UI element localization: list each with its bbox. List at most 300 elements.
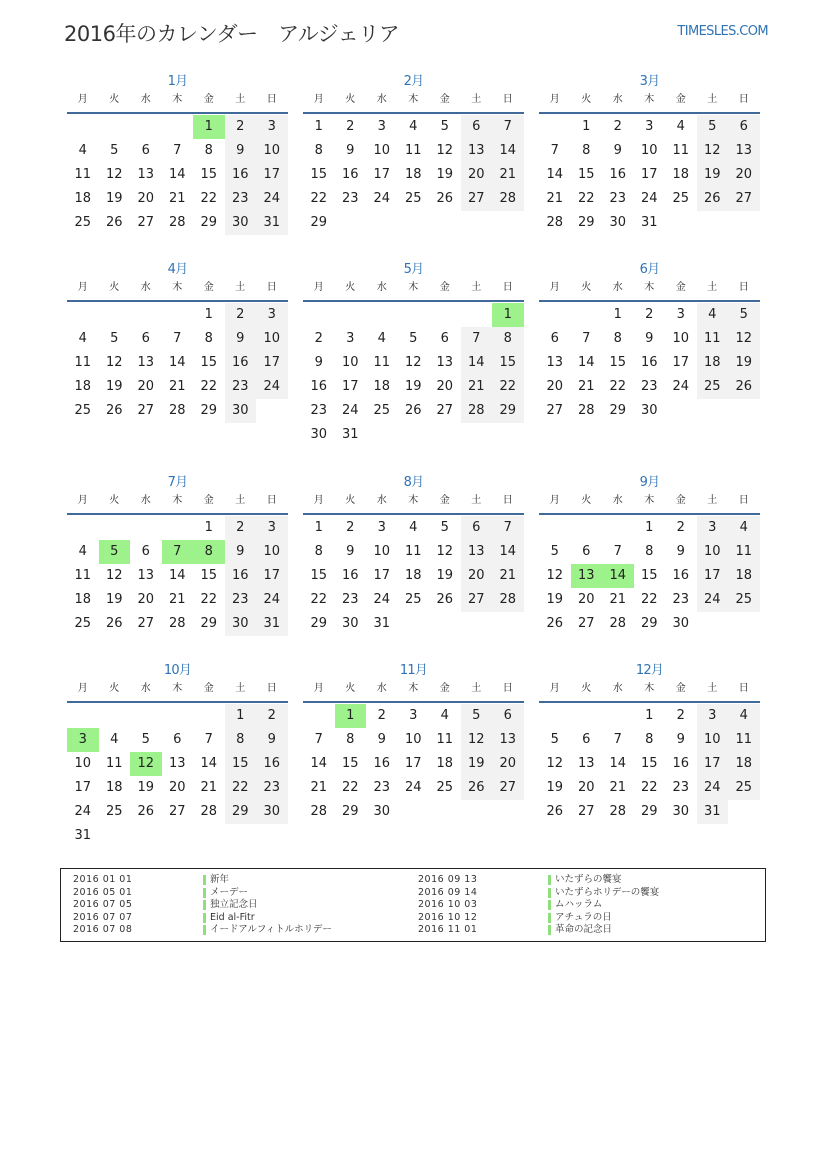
weekday-header [303,680,524,703]
day-cell: 4 [110,732,119,747]
day-cell: 22 [609,379,627,394]
holiday-marker-bar [548,900,551,910]
day-cell: 26 [404,403,422,418]
empty-cell [571,303,603,327]
empty-cell [602,516,634,540]
day-cell: 28 [546,215,564,230]
day-cell: 1 [613,307,622,322]
day-cell: 9 [613,143,622,158]
day-cell: 16 [310,379,328,394]
day-cell: 23 [373,780,391,795]
day-cell: 27 [461,187,493,211]
weekday-label: 日 [266,683,277,694]
weekday-header [539,279,760,302]
day-grid [67,303,288,423]
day-cell: 22 [640,592,658,607]
weekday-header [539,91,760,114]
day-cell: 20 [461,163,493,187]
day-cell: 28 [168,403,186,418]
day-cell: 5 [550,544,559,559]
day-cell: 8 [645,732,654,747]
day-cell: 14 [461,351,493,375]
day-cell: 7 [204,732,213,747]
day-cell: 29 [341,804,359,819]
weekday-header [67,91,288,114]
day-cell: 4 [409,520,418,535]
weekday-header [67,492,288,515]
weekday-header [539,680,760,703]
day-cell: 15 [310,568,328,583]
holiday-name: いたずらの饗宴 [555,874,622,885]
day-cell: 18 [74,191,92,206]
weekday-header [303,279,524,302]
weekday-label: 日 [738,495,749,506]
day-cell: 29 [310,616,328,631]
day-cell: 13 [546,355,564,370]
weekday-label: 火 [581,495,592,506]
weekday-label: 水 [376,683,387,694]
day-cell: 10 [74,756,92,771]
day-cell: 24 [256,588,288,612]
day-cell: 31 [341,427,359,442]
weekday-label: 木 [644,282,655,293]
day-cell: 24 [256,375,288,399]
empty-cell [602,704,634,728]
day-cell: 8 [314,143,323,158]
day-cell: 27 [137,616,155,631]
day-cell: 21 [577,379,595,394]
day-cell: 11 [105,756,123,771]
weekday-label: 金 [675,683,686,694]
empty-cell [99,115,131,139]
day-cell: 15 [200,568,218,583]
day-cell: 1 [582,119,591,134]
holiday-marker-bar [203,925,206,935]
day-cell: 14 [577,355,595,370]
holiday-name: ムハッラム [555,899,603,910]
day-cell: 2 [225,115,257,139]
day-cell: 9 [225,139,257,163]
day-cell: 14 [310,756,328,771]
day-cell: 16 [341,167,359,182]
day-cell: 31 [640,215,658,230]
day-cell: 10 [256,139,288,163]
weekday-label: 木 [172,495,183,506]
page-title: 2016年のカレンダー アルジェリア [64,22,400,46]
day-cell: 23 [609,191,627,206]
month-block [303,475,524,636]
day-cell: 7 [173,331,182,346]
empty-cell [461,303,493,327]
weekday-label: 月 [549,495,560,506]
empty-cell [303,704,335,728]
weekday-label: 土 [471,495,482,506]
holiday-name: イードアルフィトルホリデー [210,924,332,935]
weekday-label: 日 [502,683,513,694]
day-cell: 12 [461,728,493,752]
day-cell: 31 [74,828,92,843]
holiday-date: 2016 05 01 [73,886,133,898]
day-cell: 13 [461,139,493,163]
day-cell: 31 [256,211,288,235]
weekday-label: 金 [203,94,214,105]
weekday-label: 日 [266,495,277,506]
month-block [67,262,288,423]
day-cell: 30 [225,399,257,423]
weekday-label: 月 [77,495,88,506]
day-cell: 28 [577,403,595,418]
day-cell: 22 [492,375,524,399]
day-cell: 21 [492,163,524,187]
day-cell: 19 [546,780,564,795]
weekday-label: 火 [581,683,592,694]
weekday-label: 火 [345,495,356,506]
day-cell: 31 [697,800,729,824]
weekday-label: 土 [235,94,246,105]
day-cell: 8 [204,331,213,346]
weekday-label: 土 [707,495,718,506]
day-cell: 6 [728,115,760,139]
weekday-label: 木 [172,683,183,694]
day-cell: 20 [137,379,155,394]
day-cell: 2 [377,708,386,723]
day-cell: 21 [492,564,524,588]
day-cell: 5 [110,331,119,346]
day-cell: 6 [173,732,182,747]
empty-cell [99,303,131,327]
day-cell: 6 [141,544,150,559]
empty-cell [193,704,225,728]
empty-cell [67,115,99,139]
day-cell: 27 [492,776,524,800]
day-cell: 18 [404,568,422,583]
day-cell: 26 [105,403,123,418]
day-cell: 10 [640,143,658,158]
weekday-label: 木 [644,94,655,105]
holiday-date: 2016 01 01 [73,874,133,885]
holiday-name: 革命の記念日 [555,924,613,935]
day-cell: 2 [645,307,654,322]
weekday-label: 日 [738,94,749,105]
day-cell: 26 [137,804,155,819]
day-cell: 14 [609,756,627,771]
day-cell: 30 [672,804,690,819]
weekday-label: 木 [172,94,183,105]
weekday-label: 木 [408,94,419,105]
day-cell: 27 [577,804,595,819]
day-cell: 26 [105,616,123,631]
day-cell: 24 [404,780,422,795]
day-cell: 20 [436,379,454,394]
day-cell: 9 [346,143,355,158]
day-cell: 3 [377,119,386,134]
day-cell: 23 [341,191,359,206]
day-cell: 1 [225,704,257,728]
day-cell: 19 [461,752,493,776]
day-cell: 17 [373,568,391,583]
day-cell: 30 [225,211,257,235]
day-cell: 11 [404,143,422,158]
day-cell: 3 [346,331,355,346]
day-cell: 24 [672,379,690,394]
weekday-label: 土 [471,282,482,293]
day-cell: 13 [137,167,155,182]
weekday-label: 水 [376,495,387,506]
holiday-name: メーデー [210,886,249,898]
weekday-label: 金 [675,94,686,105]
holiday-marker-bar [548,925,551,935]
day-cell: 9 [256,728,288,752]
day-cell: 18 [697,351,729,375]
day-cell: 3 [697,704,729,728]
day-cell: 18 [436,756,454,771]
day-cell: 17 [697,564,729,588]
day-cell: 10 [341,355,359,370]
holiday-day-cell: 14 [602,564,634,588]
holiday-day-cell: 13 [571,564,603,588]
day-cell: 18 [728,564,760,588]
day-cell: 2 [225,303,257,327]
day-cell: 26 [728,375,760,399]
day-cell: 6 [141,331,150,346]
day-cell: 25 [728,588,760,612]
day-cell: 23 [672,780,690,795]
day-cell: 20 [461,564,493,588]
month-block [303,262,524,447]
holiday-day-cell: 7 [162,540,194,564]
day-cell: 9 [225,327,257,351]
day-cell: 23 [256,776,288,800]
day-cell: 4 [676,119,685,134]
day-cell: 12 [546,568,564,583]
day-cell: 30 [341,616,359,631]
weekday-label: 木 [172,282,183,293]
empty-cell [162,704,194,728]
day-cell: 21 [200,780,218,795]
day-grid [303,115,524,235]
day-cell: 11 [373,355,391,370]
day-cell: 2 [346,119,355,134]
empty-cell [162,303,194,327]
day-cell: 23 [672,592,690,607]
empty-cell [335,303,367,327]
weekday-label: 月 [313,683,324,694]
day-cell: 15 [200,355,218,370]
day-cell: 22 [225,776,257,800]
day-cell: 19 [697,163,729,187]
day-cell: 1 [204,520,213,535]
day-cell: 15 [310,167,328,182]
day-cell: 3 [645,119,654,134]
day-cell: 24 [256,187,288,211]
day-cell: 22 [200,592,218,607]
day-cell: 7 [173,143,182,158]
weekday-label: 日 [738,683,749,694]
weekday-label: 水 [140,282,151,293]
day-cell: 16 [373,756,391,771]
empty-cell [162,115,194,139]
day-cell: 28 [168,616,186,631]
holiday-marker-bar [203,900,206,910]
day-grid [67,115,288,235]
day-cell: 12 [105,355,123,370]
day-cell: 19 [105,379,123,394]
weekday-label: 金 [439,94,450,105]
day-cell: 2 [346,520,355,535]
holiday-date: 2016 07 08 [73,924,133,935]
day-cell: 11 [404,544,422,559]
day-cell: 15 [341,756,359,771]
day-cell: 27 [137,215,155,230]
holiday-marker-bar [548,875,551,885]
weekday-label: 月 [77,683,88,694]
day-cell: 4 [377,331,386,346]
holiday-name: いたずらホリデーの饗宴 [555,886,660,898]
day-cell: 16 [225,163,257,187]
day-cell: 20 [137,592,155,607]
day-cell: 29 [640,804,658,819]
weekday-label: 火 [109,282,120,293]
month-title: 9月 [639,475,660,490]
day-grid [67,704,288,848]
day-cell: 26 [436,592,454,607]
day-cell: 5 [409,331,418,346]
day-cell: 4 [78,143,87,158]
day-cell: 17 [341,379,359,394]
month-block [539,74,760,235]
day-cell: 15 [640,568,658,583]
day-cell: 24 [74,804,92,819]
day-cell: 25 [74,616,92,631]
day-cell: 10 [697,728,729,752]
weekday-label: 土 [707,282,718,293]
holiday-date: 2016 09 14 [418,886,478,898]
day-cell: 25 [436,780,454,795]
day-cell: 12 [436,544,454,559]
day-cell: 27 [436,403,454,418]
weekday-label: 土 [707,94,718,105]
day-cell: 23 [341,592,359,607]
day-cell: 28 [609,616,627,631]
weekday-header [539,492,760,515]
day-cell: 25 [697,375,729,399]
brand-logo-text[interactable]: TIMESLES.COM [677,24,768,39]
weekday-label: 火 [581,282,592,293]
day-cell: 12 [105,568,123,583]
day-cell: 29 [492,399,524,423]
day-cell: 26 [436,191,454,206]
day-cell: 9 [377,732,386,747]
day-cell: 16 [640,355,658,370]
month-title: 12月 [635,663,664,678]
day-cell: 15 [492,351,524,375]
day-cell: 11 [74,167,92,182]
day-cell: 6 [461,516,493,540]
day-cell: 21 [609,592,627,607]
weekday-label: 金 [675,282,686,293]
day-cell: 21 [609,780,627,795]
day-cell: 13 [168,756,186,771]
weekday-label: 木 [644,495,655,506]
day-cell: 30 [609,215,627,230]
weekday-label: 火 [345,683,356,694]
day-cell: 25 [74,403,92,418]
empty-cell [99,516,131,540]
day-cell: 4 [697,303,729,327]
day-cell: 28 [168,215,186,230]
day-cell: 7 [492,516,524,540]
day-cell: 21 [168,592,186,607]
weekday-label: 水 [140,683,151,694]
weekday-label: 月 [549,282,560,293]
day-cell: 7 [613,732,622,747]
weekday-label: 火 [109,495,120,506]
day-cell: 26 [105,215,123,230]
day-cell: 8 [613,331,622,346]
day-cell: 25 [728,776,760,800]
day-cell: 10 [373,143,391,158]
day-cell: 1 [204,307,213,322]
day-cell: 25 [404,191,422,206]
day-cell: 19 [105,592,123,607]
day-cell: 4 [728,704,760,728]
day-cell: 30 [256,800,288,824]
day-cell: 2 [613,119,622,134]
day-cell: 9 [225,540,257,564]
day-cell: 6 [582,732,591,747]
weekday-label: 月 [77,94,88,105]
day-cell: 18 [728,752,760,776]
holiday-day-cell: 12 [130,752,162,776]
day-grid [539,303,760,423]
day-cell: 28 [461,399,493,423]
weekday-label: 木 [408,282,419,293]
day-cell: 29 [225,800,257,824]
day-cell: 27 [728,187,760,211]
weekday-header [303,91,524,114]
day-cell: 9 [346,544,355,559]
weekday-label: 日 [502,282,513,293]
day-cell: 3 [256,115,288,139]
day-cell: 6 [440,331,449,346]
day-cell: 17 [256,564,288,588]
day-cell: 26 [546,616,564,631]
weekday-label: 火 [345,94,356,105]
day-cell: 8 [314,544,323,559]
holiday-marker-bar [203,875,206,885]
day-cell: 2 [225,516,257,540]
empty-cell [429,303,461,327]
day-cell: 8 [645,544,654,559]
day-cell: 23 [310,403,328,418]
weekday-label: 火 [109,683,120,694]
holiday-marker-bar [548,913,551,923]
day-cell: 1 [645,520,654,535]
day-cell: 19 [728,351,760,375]
month-title: 5月 [403,262,424,277]
holiday-name: Eid al-Fitr [210,911,255,923]
day-cell: 15 [640,756,658,771]
day-cell: 22 [200,191,218,206]
day-cell: 1 [645,708,654,723]
day-cell: 6 [582,544,591,559]
month-title: 7月 [167,475,188,490]
day-cell: 24 [640,191,658,206]
day-cell: 13 [728,139,760,163]
day-cell: 8 [492,327,524,351]
day-cell: 15 [200,167,218,182]
empty-cell [398,303,430,327]
